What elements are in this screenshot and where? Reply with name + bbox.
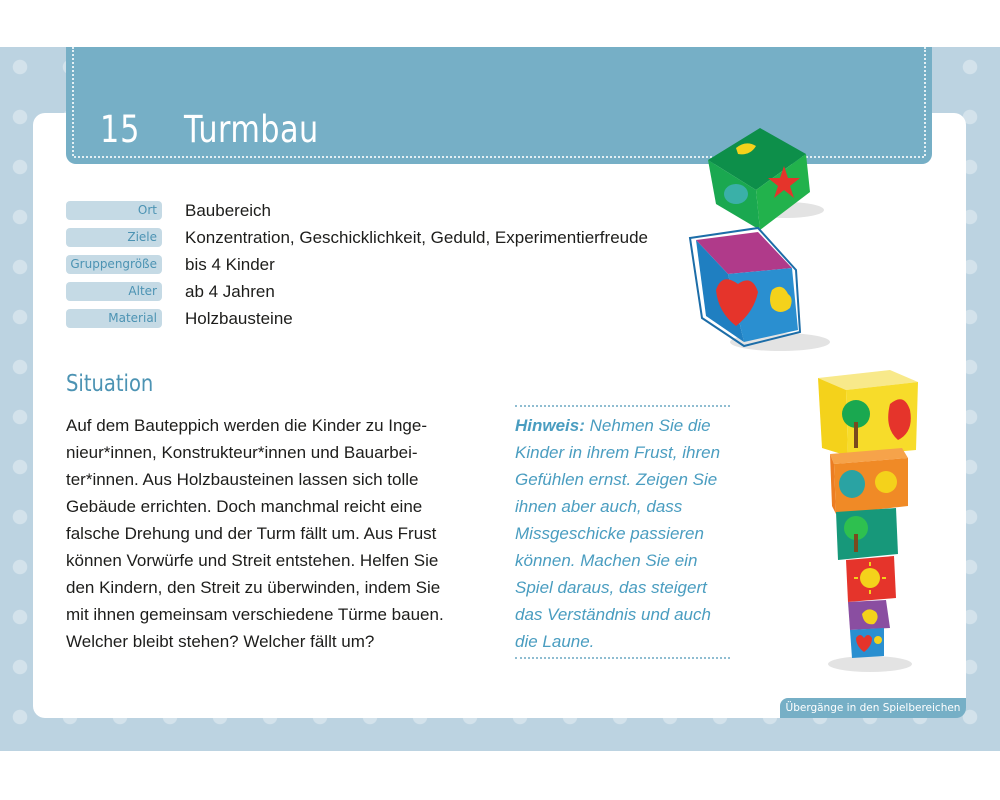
meta-value: bis 4 Kinder — [185, 255, 275, 274]
hint-line: Missgeschicke passieren — [515, 524, 704, 543]
chapter-title: Turmbau — [184, 108, 319, 151]
hint-text — [515, 412, 745, 655]
meta-row-ort — [66, 199, 686, 226]
meta-label: Alter — [66, 282, 162, 301]
hint-line: ihnen aber auch, dass — [515, 497, 683, 516]
hint-line — [515, 412, 745, 439]
blue-heart-block — [690, 228, 800, 346]
header-dotted-border-left — [72, 47, 74, 156]
header-dotted-border-right — [924, 47, 926, 156]
meta-label: Ort — [66, 201, 162, 220]
text-line: mit ihnen gemeinsam verschiedene Türme bauen. — [66, 605, 444, 624]
hint-first-line: Nehmen Sie die — [584, 416, 711, 435]
text-line: nieur*innen, Konstrukteur*innen und Bauarbei- — [66, 443, 418, 462]
meta-label: Ziele — [66, 228, 162, 247]
text-line: Gebäude errichten. Doch manchmal reicht eine — [66, 497, 423, 516]
hint-line: können. Machen Sie ein — [515, 551, 698, 570]
hint-line: die Laune. — [515, 632, 595, 651]
yellow-tree-block — [818, 370, 918, 456]
blue-heart-block-small — [850, 628, 884, 658]
text-line: Auf dem Bauteppich werden die Kinder zu Inge- — [66, 416, 428, 435]
hint-line: Kinder in ihrem Frust, ihren — [515, 443, 721, 462]
red-sun-block — [846, 556, 896, 602]
green-tree-block — [836, 508, 898, 560]
hint-keyword: Hinweis: — [515, 416, 585, 435]
text-line: können Vorwürfe und Streit entstehen. Helfen Sie — [66, 551, 439, 570]
meta-value: Konzentration, Geschicklichkeit, Geduld, Experimentierfreude — [185, 228, 649, 247]
text-line: Welcher bleibt stehen? Welcher fällt um? — [66, 632, 375, 651]
meta-label: Gruppengröße — [66, 255, 162, 274]
meta-row-material — [66, 307, 686, 334]
meta-row-alter — [66, 280, 686, 307]
purple-duck-block — [848, 600, 890, 630]
footer-section-tag: Übergänge in den Spielbereichen — [780, 698, 966, 718]
text-line: ter*innen. Aus Holzbausteinen lassen sich tolle — [66, 470, 419, 489]
block-tower-illustration — [812, 368, 922, 678]
text-line: falsche Drehung und der Turm fällt um. Aus Frust — [66, 524, 437, 543]
meta-row-gruppengroesse — [66, 253, 686, 280]
chapter-number: 15 — [100, 108, 141, 151]
meta-label: Material — [66, 309, 162, 328]
meta-table — [66, 199, 686, 334]
meta-value: ab 4 Jahren — [185, 282, 275, 301]
orange-circle-block — [830, 448, 908, 514]
meta-value: Holzbausteine — [185, 309, 293, 328]
text-line: den Kindern, den Streit zu überwinden, indem Sie — [66, 578, 441, 597]
meta-value: Baubereich — [185, 201, 272, 220]
section-title: Situation — [66, 371, 154, 397]
meta-row-ziele — [66, 226, 686, 253]
falling-blocks-illustration — [688, 120, 838, 360]
hint-line: Spiel daraus, das steigert — [515, 578, 707, 597]
situation-text — [66, 412, 481, 655]
hint-line: Gefühlen ernst. Zeigen Sie — [515, 470, 718, 489]
hint-line: das Verständnis und auch — [515, 605, 711, 624]
